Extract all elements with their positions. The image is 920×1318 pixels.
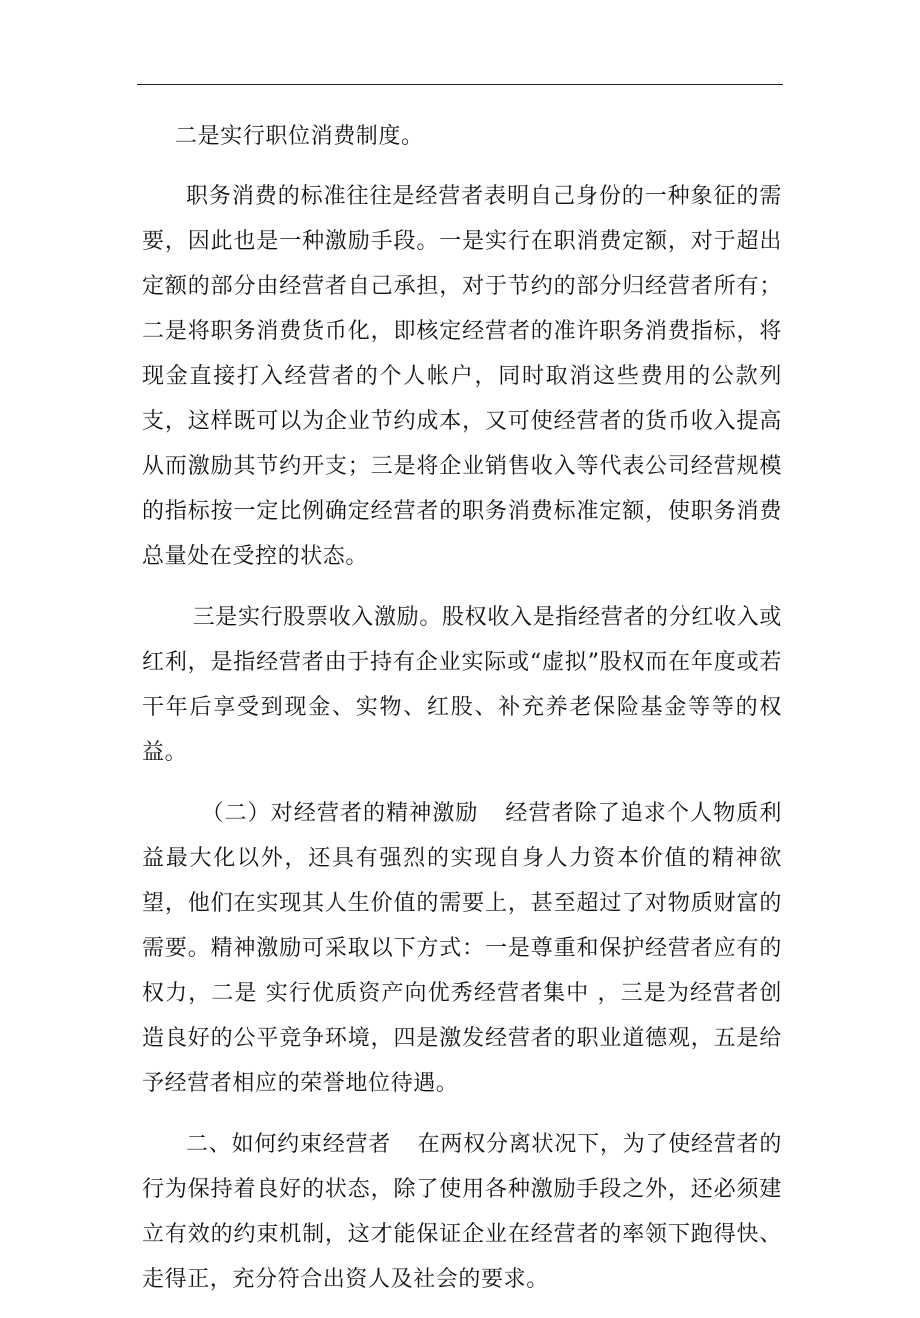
document-body: [142, 114, 782, 1318]
section-heading: （二）对经营者的精神激励: [201, 801, 479, 826]
paragraph-spiritual-incentive: [142, 791, 782, 1106]
paragraph-text: 经营者除了追求个人物质利益最大化以外，还具有强烈的实现自身人力资本价值的精神欲望，他们在实现其人生价值的需要上，甚至超过了对物质财富的需要。精神激励可采取以下方式：一是尊重和保护经营者应有的权力，二是 实行优质资产向优秀经营者集中 ，三是为经营者创造良好的公平竞争环境，四是激发经营者的职业道德观，五是给予经营者相应的荣誉地位待遇。: [142, 801, 782, 1096]
section-heading: 二、如何约束经营者: [186, 1132, 392, 1157]
header-rule: [137, 84, 783, 85]
paragraph-text: 三是实行股票收入激励。股权收入是指经营者的分红收入或红利，是指经营者由于持有企业实际或“虚拟”股权而在年度或若干年后享受到现金、实物、红股、补充养老保险基金等等的权益。: [142, 605, 782, 765]
paragraph-position-consumption-title: [142, 114, 782, 159]
paragraph-text: 在两权分离状况下，为了使经营者的行为保持着良好的状态，除了使用各种激励手段之外，还必须建立有效的约束机制，这才能保证企业在经营者的率领下跑得快、走得正，充分符合出资人及社会的要求。: [142, 1132, 782, 1292]
paragraph-position-consumption-body: [142, 174, 782, 579]
paragraph-constraint: [142, 1122, 782, 1302]
paragraph-text: 职务消费的标准往往是经营者表明自己身份的一种象征的需要，因此也是一种激励手段。一是实行在职消费定额，对于超出定额的部分由经营者自己承担，对于节约的部分归经营者所有；二是将职务消费货币化，即核定经营者的准许职务消费指标，将现金直接打入经营者的个人帐户，同时取消这些费用的公款列支，这样既可以为企业节约成本，又可使经营者的货币收入提高从而激励其节约开支；三是将企业销售收入等代表公司经营规模的指标按一定比例确定经营者的职务消费标准定额，使职务消费总量处在受控的状态。: [142, 184, 782, 569]
paragraph-stock-income: [142, 595, 782, 775]
paragraph-text: 二是实行职位消费制度。: [175, 124, 424, 149]
